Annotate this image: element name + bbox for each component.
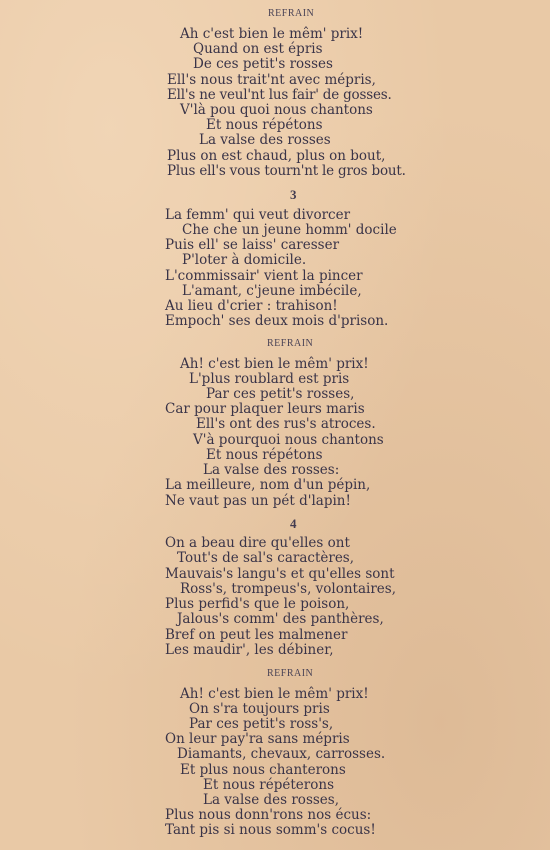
verse-line: Au lieu d'crier : trahison! [165,298,338,314]
verse-line: L'plus roublard est pris [189,371,350,387]
verse-line: Mauvais's langu's et qu'elles sont [165,566,395,582]
verse-line: De ces petit's rosses [193,56,333,72]
verse-line: Ah! c'est bien le mêm' prix! [180,686,369,702]
refrain-heading: REFRAIN [267,338,314,349]
verse-line: Ah c'est bien le mêm' prix! [180,26,364,42]
verse-line: P'loter à domicile. [182,252,307,268]
verse-line: Et plus nous chanterons [180,762,346,778]
verse-line: Ell's ont des rus's atroces. [196,416,376,432]
verse-line: Car pour plaquer leurs maris [165,401,365,417]
verse-line: V'à pourquoi nous chantons [193,432,384,448]
verse-line: Plus ell's vous tourn'nt le gros bout. [167,163,406,179]
verse-line: Et nous répétons [206,447,323,463]
refrain-heading: REFRAIN [268,8,315,19]
verse-line: Par ces petit's rosses, [206,386,355,402]
verse-line: La valse des rosses, [203,792,340,808]
verse-line: L'amant, c'jeune imbécile, [182,283,362,299]
verse-line: La valse des rosses: [203,462,340,478]
verse-line: Et nous répéterons [203,777,334,793]
verse-line: Ah! c'est bien le mêm' prix! [180,356,369,372]
verse-line: La femm' qui veut divorcer [165,207,351,223]
verse-line: Bref on peut les malmener [165,627,348,643]
verse-line: Puis ell' se laiss' caresser [165,237,340,253]
verse-line: Che che un jeune homm' docile [182,222,397,238]
verse-line: Tant pis si nous somm's cocus! [165,822,376,838]
verse-line: Ross's, trompeus's, volontaires, [180,581,396,597]
stanza-number: 4 [290,516,297,531]
verse-line: La meilleure, nom d'un pépin, [165,477,371,493]
verse-line: Plus nous donn'rons nos écus: [165,807,372,823]
stanza-number: 3 [290,187,297,202]
verse-line: Plus perfid's que le poison, [165,596,350,612]
refrain-heading: REFRAIN [267,668,314,679]
verse-line: Ell's ne veul'nt lus fair' de gosses. [167,87,392,103]
verse-line: Et nous répétons [206,117,323,133]
verse-line: Empoch' ses deux mois d'prison. [165,313,389,329]
verse-line: Tout's de sal's caractères, [177,550,355,566]
verse-line: Ell's nous trait'nt avec mépris, [167,72,376,88]
verse-line: Les maudir', les débiner, [165,642,334,658]
verse-line: Ne vaut pas un pét d'lapin! [165,493,351,509]
verse-line: On a beau dire qu'elles ont [165,535,350,551]
verse-line: Quand on est épris [193,41,323,57]
verse-line: On s'ra toujours pris [189,701,330,717]
verse-line: V'là pou quoi nous chantons [180,102,373,118]
verse-line: Plus on est chaud, plus on bout, [167,148,386,164]
verse-line: La valse des rosses [199,132,331,148]
verse-line: Par ces petit's ross's, [189,716,334,732]
verse-line: On leur pay'ra sans mépris [165,731,350,747]
verse-line: Jalous's comm' des panthères, [177,611,384,627]
verse-line: Diamants, chevaux, carrosses. [177,746,386,762]
verse-line: L'commissair' vient la pincer [165,268,363,284]
